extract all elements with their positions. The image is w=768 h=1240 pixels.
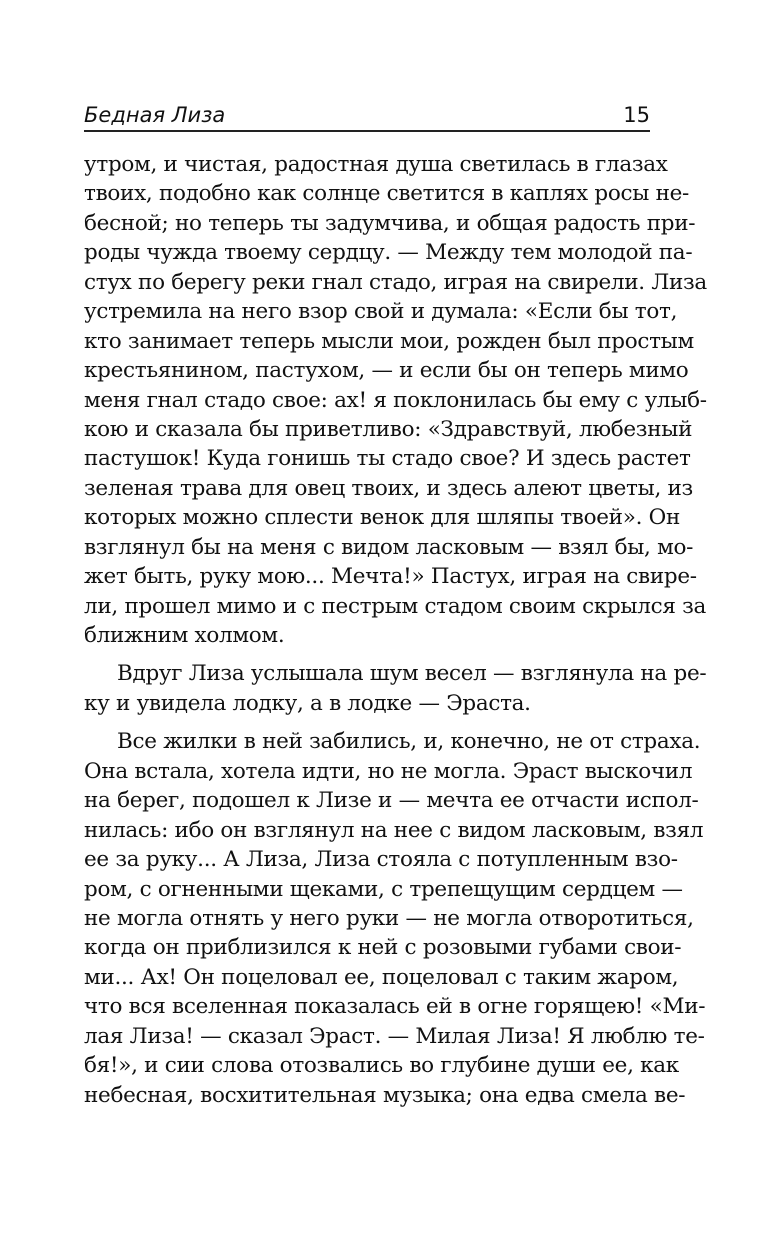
text-line: пастушок! Куда гонишь ты стадо свое? И здесь растет <box>84 446 691 472</box>
text-line: небесная, восхитительная музыка; она едва смела ве- <box>84 1082 686 1108</box>
text-line: Она встала, хотела идти, но не могла. Эраст выскочил <box>84 758 693 784</box>
paragraph-3 <box>84 727 706 1110</box>
text-line: когда он приблизился к ней с розовыми губами свои- <box>84 935 682 961</box>
text-line: ее за руку... А Лиза, Лиза стояла с потупленным взо- <box>84 847 678 873</box>
paragraph-gap <box>84 718 650 727</box>
text-line: бесной; но теперь ты задумчива, и общая радость при- <box>84 210 696 236</box>
text-line: ку и увидела лодку, а в лодке — Эраста. <box>84 690 531 716</box>
text-line: лая Лиза! — сказал Эраст. — Милая Лиза! Я люблю те- <box>84 1023 705 1049</box>
text-line: что вся вселенная показалась ей в огне горящею! «Ми- <box>84 994 706 1020</box>
text-line: ли, прошел мимо и с пестрым стадом своим скрылся за <box>84 593 707 619</box>
text-line: устремила на него взор свой и думала: «Если бы тот, <box>84 299 678 325</box>
text-line: не могла отнять у него руки — не могла отворотиться, <box>84 905 694 931</box>
text-line: Вдруг Лиза услышала шум весел — взглянула на ре- <box>117 661 707 687</box>
text-line: кою и сказала бы приветливо: «Здравствуй, любезный <box>84 416 693 442</box>
text-line: на берег, подошел к Лизе и — мечта ее отчасти испол- <box>84 788 699 814</box>
text-line: жет быть, руку мою... Мечта!» Пастух, играя на свире- <box>84 564 697 590</box>
paragraph-gap <box>84 650 650 659</box>
text-line: стух по берегу реки гнал стадо, играя на свирели. Лиза <box>84 269 707 295</box>
text-line: крестьянином, пастухом, — и если бы он теперь мимо <box>84 358 689 384</box>
text-line: зеленая трава для овец твоих, и здесь алеют цветы, из <box>84 475 693 501</box>
text-line: утром, и чистая, радостная душа светилась в глазах <box>84 152 668 177</box>
text-line: твоих, подобно как солнце светится в каплях росы не- <box>84 181 690 207</box>
paragraph-1 <box>84 150 707 650</box>
body-text <box>84 150 707 1110</box>
paragraph-2 <box>84 659 707 718</box>
text-line: Все жилки в ней забились, и, конечно, не от страха. <box>117 729 701 755</box>
page-number: 15 <box>623 103 650 127</box>
text-line: ми... Ах! Он поцеловал ее, поцеловал с таким жаром, <box>84 964 679 990</box>
text-line: нилась: ибо он взглянул на нее с видом ласковым, взял <box>84 817 704 843</box>
running-header <box>84 100 650 132</box>
text-line: взглянул бы на меня с видом ласковым — взял бы, мо- <box>84 534 694 560</box>
text-line: меня гнал стадо свое: ах! я поклонилась бы ему с улыб- <box>84 387 707 413</box>
text-line: бя!», и сии слова отозвались во глубине души ее, как <box>84 1053 679 1079</box>
text-line: ближним холмом. <box>84 623 285 648</box>
text-line: кто занимает теперь мысли мои, рожден был простым <box>84 328 694 354</box>
text-line: которых можно сплести венок для шляпы твоей». Он <box>84 505 680 531</box>
header-rule <box>84 130 650 132</box>
text-line: ром, с огненными щеками, с трепещущим сердцем — <box>84 876 683 902</box>
running-title: Бедная Лиза <box>84 103 226 127</box>
text-line: роды чужда твоему сердцу. — Между тем молодой па- <box>84 240 693 266</box>
